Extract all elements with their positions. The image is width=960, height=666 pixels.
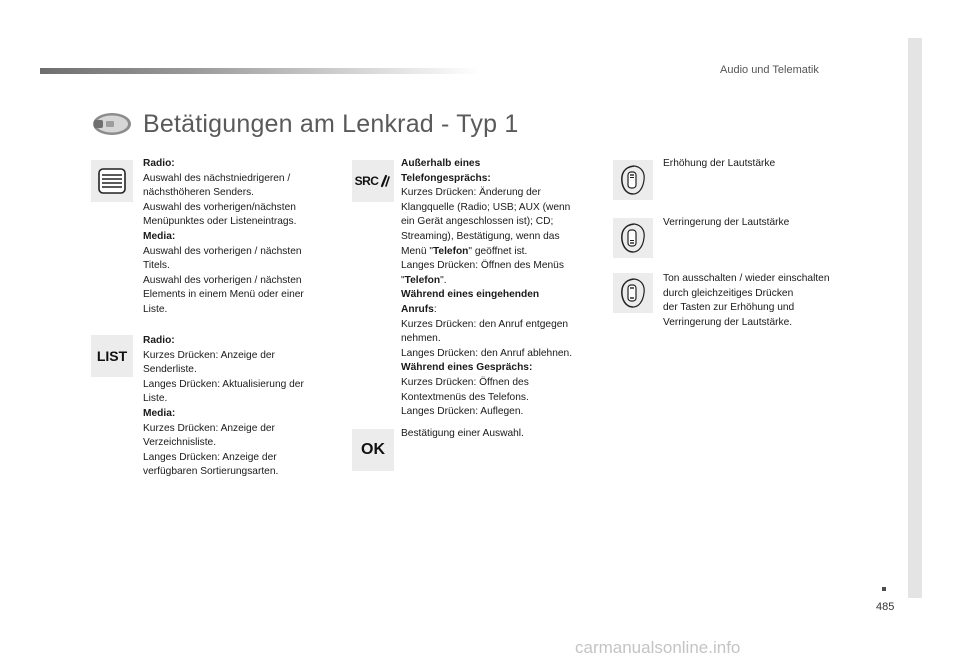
src-button-description: Außerhalb eines Telefongesprächs: Kurzes Drücken: Änderung der Klangquelle (Radio; USB; AUX (wenn ein Gerät angeschlossen ist); CD; Streaming), Bestätigung, wenn das Menü "Telefon" geöffnet ist. Langes Drücken: Öffnen des Menüs "Telefon". Während eines eingehenden Anrufs: Kurzes Drücken: den Anruf entgegen nehmen. Langes Drücken: den Anruf ablehnen. Während eines Gesprächs: Kurzes Drücken: Öffnen des Kontextmenüs des Telefons. Langes Drücken: Auflegen. [401, 158, 573, 418]
volume-down-control-icon [618, 222, 648, 254]
page-marker [882, 587, 886, 591]
list-button [91, 335, 133, 377]
ok-button [352, 429, 394, 471]
mute-description: Ton ausschalten / wieder einschalten durch gleichzeitiges Drücken der Tasten zur Erhöhung und Verringerung der Lautstärke. [663, 273, 830, 328]
page-title: Betätigungen am Lenkrad - Typ 1 [143, 110, 519, 138]
ok-button-label: OK [361, 441, 385, 458]
volume-down-button [613, 218, 653, 258]
scroll-wheel-description: Radio: Auswahl des nächstniedrigeren / nächsthöheren Senders. Auswahl des vorherigen/nächsten Menüpunktes oder Listeneintrags. Media: Auswahl des vorherigen / nächsten Titels. Auswahl des vorherigen / nächsten Elements in einem Menü oder einer Liste. [143, 158, 304, 315]
src-button-label: SRC [354, 174, 379, 188]
steering-wheel-icon [90, 112, 132, 136]
header-gradient-bar [40, 68, 480, 74]
volume-up-button [613, 160, 653, 200]
thumbwheel-icon [97, 166, 127, 196]
page-number: 485 [876, 601, 895, 613]
page-side-strip [908, 38, 922, 598]
mute-button [613, 273, 653, 313]
list-button-label: LIST [96, 348, 128, 364]
volume-up-description: Erhöhung der Lautstärke [663, 158, 776, 169]
volume-up-control-icon [618, 164, 648, 196]
src-phone-button [352, 160, 394, 202]
scroll-wheel-button [91, 160, 133, 202]
mute-control-icon [618, 277, 648, 309]
section-label: Audio und Telematik [720, 64, 819, 76]
phone-icon [379, 174, 391, 188]
ok-button-description: Bestätigung einer Auswahl. [401, 428, 524, 439]
volume-down-description: Verringerung der Lautstärke [663, 217, 790, 228]
footer-watermark: carmanualsonline.info [575, 638, 741, 657]
list-button-description: Radio: Kurzes Drücken: Anzeige der Senderliste. Langes Drücken: Aktualisierung der Liste. Media: Kurzes Drücken: Anzeige der Verzeichnisliste. Langes Drücken: Anzeige der verfügbaren Sortierungsarten. [143, 335, 304, 478]
